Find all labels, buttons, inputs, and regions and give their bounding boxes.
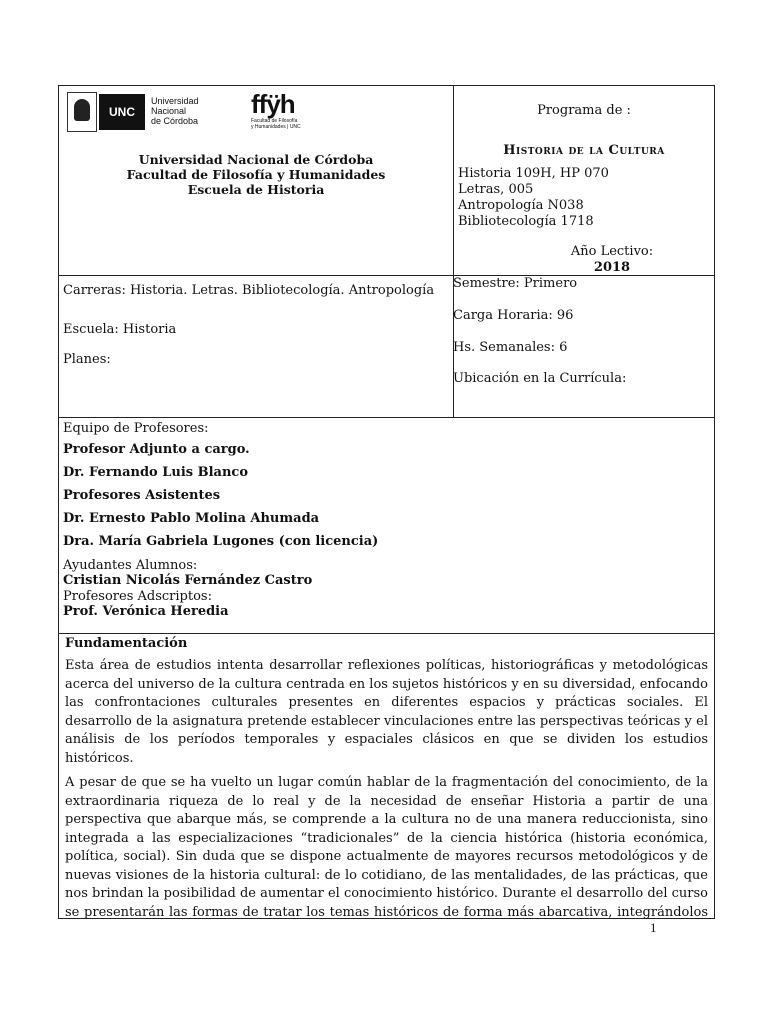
plans-text: Planes:	[63, 352, 111, 367]
fundamentacion-paragraph-1: Esta área de estudios intenta desarrollar reflexiones políticas, historiográficas y metodológicas acerca del universo de la cultura centrada en los sujetos históricos y en su diversidad, enfocando las confrontaciones culturales presentes en diferentes espacios y prácticas sociales. El desarrollo de la asignatura pretende establecer vinculaciones entre las perspectivas teóricas y el análisis de los períodos temporales y espaciales clásicos en que se dividen los estudios históricos.	[65, 658, 708, 766]
team-heading: Equipo de Profesores:	[63, 421, 209, 436]
careers-text: Carreras: Historia. Letras. Bibliotecología. Antropología	[63, 283, 435, 298]
header-institution-cell	[59, 86, 454, 276]
year-value: 2018	[593, 260, 631, 275]
info-right-cell	[454, 276, 715, 418]
curriculum-location-text: Ubicación en la Currícula:	[453, 371, 627, 386]
course-codes: Historia 109H, HP 070 Letras, 005 Antropología N038 Bibliotecología 1718	[458, 166, 609, 229]
school-text: Escuela: Historia	[63, 322, 177, 337]
fundamentacion-paragraph-2: A pesar de que se ha vuelto un lugar común hablar de la fragmentación del conocimiento, de la extraordinaria riqueza de lo real y de la necesidad de enseñar Historia a partir de una perspectiva que abarque más, se comprende a la cultura no de una manera reduccionista, sino integrada a las especializaciones “tradicionales” de la ciencia histórica (historia económica, política, social). Sin duda que se dispone actualmente de mayores recursos metodológicos y de nuevas visiones de la historia cultural: de lo cotidiano, de las mentalidades, de las prácticas, que nos brindan la posibilidad de aumentar el conocimiento histórico. Durante el desarrollo del curso se presentarán las formas de tratar los temas históricos de forma más abarcativa, integrándolos	[65, 775, 709, 918]
fundamentacion-cell	[59, 634, 715, 919]
ffyh-logo: ffÿh Facultad de Filosofía y Humanidades | UNC	[251, 89, 301, 130]
logos-row	[65, 90, 325, 134]
unc-logo: UNC	[99, 94, 145, 130]
asistentes-role: Profesores Asistentes	[63, 488, 221, 503]
ayudantes-label: Ayudantes Alumnos:	[63, 558, 198, 573]
institution-names	[59, 152, 453, 197]
adjunto-name: Dr. Fernando Luis Blanco	[63, 465, 248, 480]
page-number: 1	[650, 920, 657, 935]
year-label: Año Lectivo:	[570, 244, 654, 259]
team-cell	[59, 418, 715, 634]
weekly-hours-text: Hs. Semanales: 6	[453, 340, 568, 355]
faculty-name: Facultad de Filosofía y Humanidades	[126, 167, 386, 182]
program-document	[58, 85, 714, 917]
course-title: Historia de la Cultura	[503, 143, 665, 158]
semester-text: Semestre: Primero	[453, 276, 578, 291]
asistente-name-2: Dra. María Gabriela Lugones (con licencia)	[63, 534, 379, 549]
ayudante-name: Cristian Nicolás Fernández Castro	[63, 573, 313, 588]
header-program-cell	[454, 86, 715, 276]
hours-text: Carga Horaria: 96	[453, 308, 574, 323]
info-left-cell	[59, 276, 454, 418]
school-name: Escuela de Historia	[187, 182, 325, 197]
fundamentacion-heading: Fundamentación	[65, 636, 188, 651]
university-crest-icon	[67, 92, 97, 132]
program-table	[58, 85, 715, 919]
adjunto-role: Profesor Adjunto a cargo.	[63, 442, 250, 457]
adscripto-name: Prof. Verónica Heredia	[63, 604, 229, 619]
adscriptos-label: Profesores Adscriptos:	[63, 589, 212, 604]
unc-name: Universidad Nacional de Córdoba	[151, 96, 199, 126]
program-label: Programa de :	[537, 103, 631, 118]
asistente-name-1: Dr. Ernesto Pablo Molina Ahumada	[63, 511, 320, 526]
university-name: Universidad Nacional de Córdoba	[138, 152, 374, 167]
